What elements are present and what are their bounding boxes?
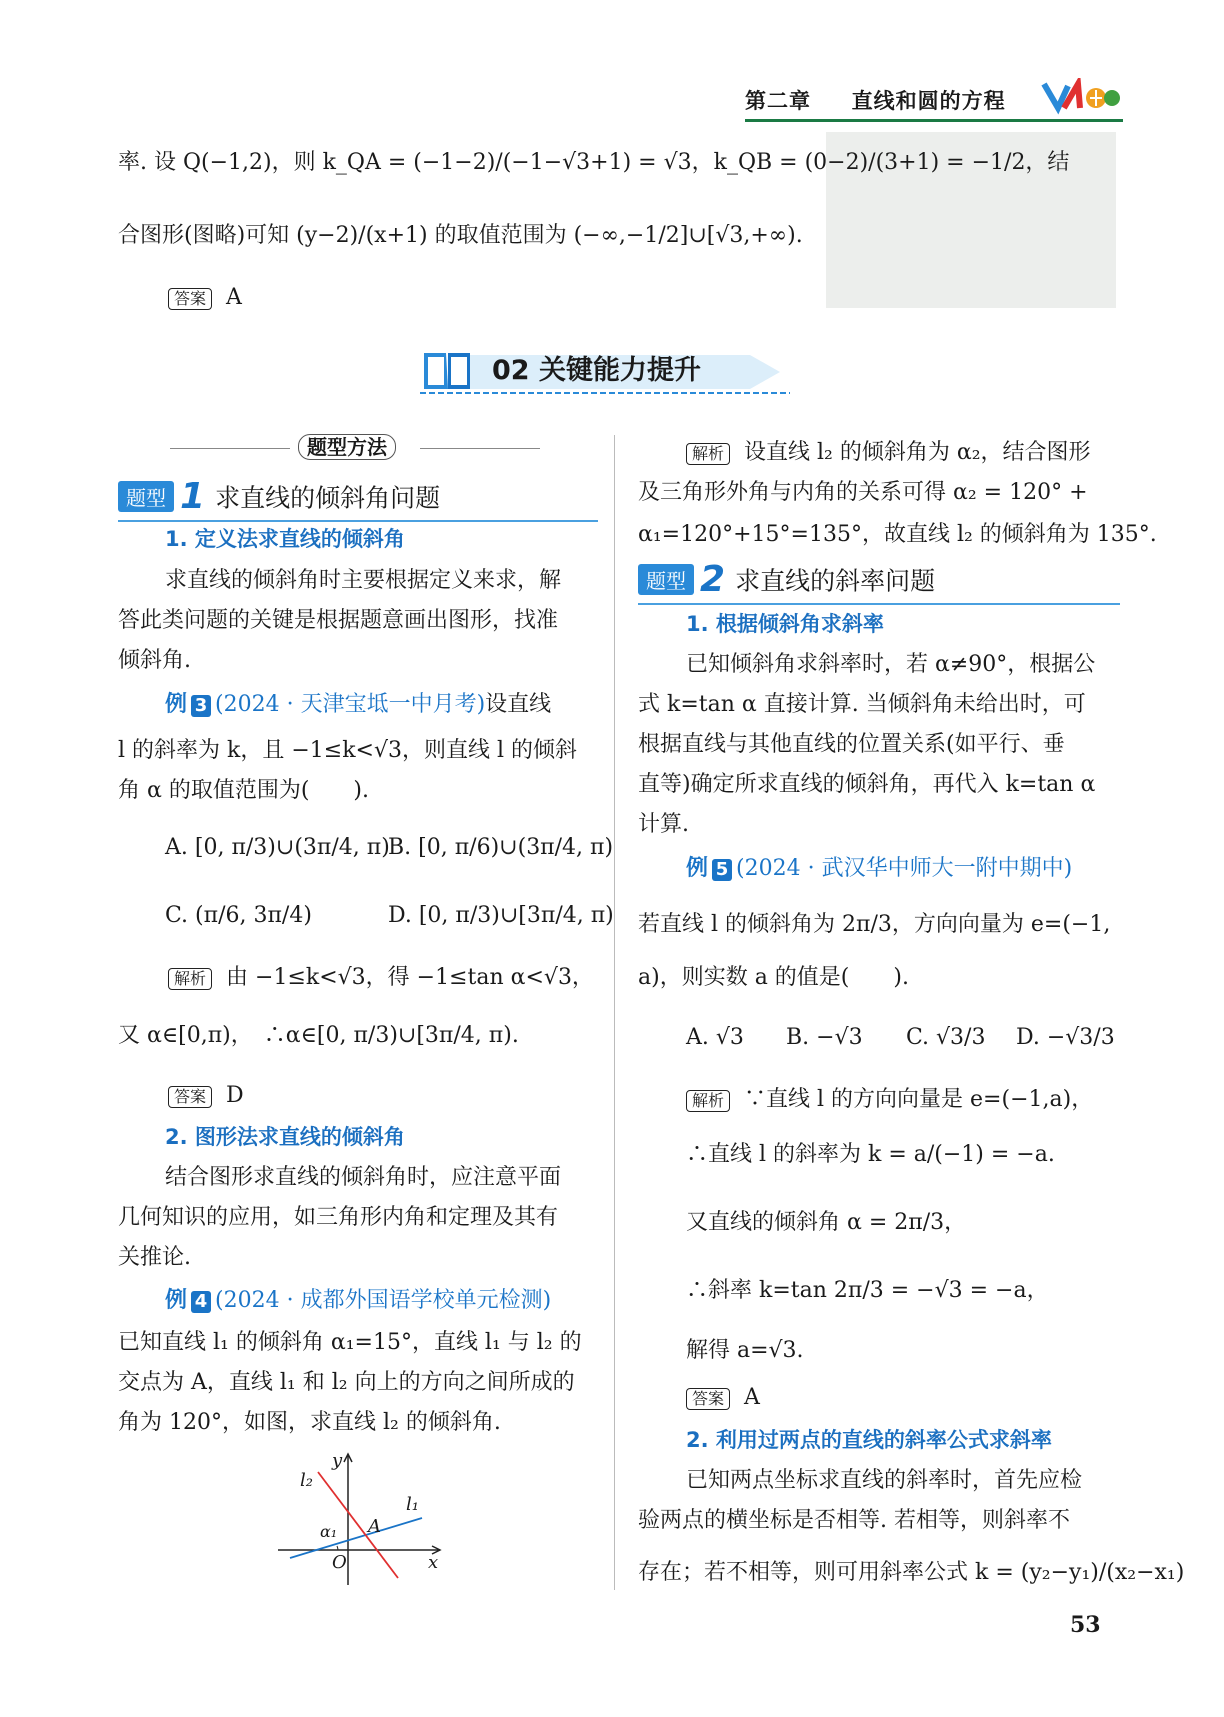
ex4-question-3: 角为 120°，如图，求直线 l₂ 的倾斜角.: [118, 1410, 501, 1435]
fig-y-label: y: [332, 1450, 343, 1471]
methods-title: 题型方法: [298, 434, 396, 460]
ex3-jx-tag: 解析: [168, 968, 212, 990]
chapter-label: 第二章: [745, 89, 811, 113]
chapter-title: 直线和圆的方程: [851, 89, 1006, 113]
type1-p2-3: 关推论.: [118, 1245, 191, 1270]
top-answer: [168, 285, 242, 311]
ex5-question-1: 若直线 l 的倾斜角为 2π/3，方向向量为 e=(−1,: [638, 912, 1111, 937]
ex4-question-2: 交点为 A，直线 l₁ 和 l₂ 向上的方向之间所成的: [118, 1370, 575, 1395]
type2-sub2: 2. 利用过两点的直线的斜率公式求斜率: [686, 1428, 1052, 1452]
ex4-solution-2: 及三角形外角与内角的关系可得 α₂ = 120° +: [638, 480, 1088, 505]
methods-heading: [170, 434, 540, 462]
type1-sub1: 1. 定义法求直线的倾斜角: [165, 527, 405, 551]
page-number: 53: [1070, 1612, 1101, 1638]
fig-l2-label: l₂: [300, 1470, 313, 1491]
ex5-option-b: B. −√3: [786, 1025, 863, 1050]
ex5-jx-tag: 解析: [686, 1090, 730, 1112]
ex4-jx1: 设直线 l₂ 的倾斜角为 α₂，结合图形: [744, 440, 1091, 465]
ex5-solution-4: ∴斜率 k=tan 2π/3 = −√3 = −a，: [686, 1278, 1049, 1303]
ex3-option-b: B. [0, π/6)∪(3π/4, π): [388, 835, 614, 860]
ex4-number: 4: [191, 1291, 211, 1313]
type2-p2-2: 验两点的横坐标是否相等. 若相等，则斜率不: [638, 1508, 1070, 1533]
type2-p1-3: 根据直线与其他直线的位置关系(如平行、垂: [638, 732, 1065, 757]
ex4-figure: [270, 1450, 450, 1590]
ex4-solution-3: α₁=120°+15°=135°，故直线 l₂ 的倾斜角为 135°.: [638, 522, 1157, 547]
type2-p1-2: 式 k=tan α 直接计算. 当倾斜角未给出时，可: [638, 692, 1086, 717]
ex3-jx1: 由 −1≤k<√3，得 −1≤tan α<√3，: [226, 965, 594, 990]
ex5-label: 例: [686, 856, 709, 881]
ex3-number: 3: [191, 695, 211, 717]
ex3-answer: [168, 1083, 244, 1109]
type2-badge: 题型: [638, 564, 694, 595]
ex5-option-c: C. √3/3: [906, 1025, 986, 1050]
top-line-1: 率. 设 Q(−1,2)，则 k_QA = (−1−2)/(−1−√3+1) = √3，k_QB = (0−2)/(3+1) = −1/2，结: [118, 150, 1070, 175]
ex3-ans-tag: 答案: [168, 1086, 212, 1108]
column-divider: [614, 435, 615, 1590]
header-rule: [745, 119, 1123, 122]
ex4-label: 例: [165, 1288, 188, 1313]
type1-badge: 题型: [118, 481, 174, 512]
ex3-solution-1: [168, 965, 594, 991]
ex5-source: (2024 · 武汉华中师大一附中期中): [736, 856, 1073, 881]
ex3-q1: 设直线: [485, 692, 552, 717]
type2-title: 求直线的斜率问题: [735, 566, 936, 596]
answer-tag: 答案: [168, 288, 212, 310]
fig-origin-label: O: [332, 1552, 347, 1573]
ex4-question-0: [165, 1288, 551, 1314]
ex3-ans: D: [226, 1083, 244, 1108]
type1-p2-1: 结合图形求直线的倾斜角时，应注意平面: [165, 1165, 562, 1190]
type2-p1-1: 已知倾斜角求斜率时，若 α≠90°，根据公: [686, 652, 1096, 677]
ex3-option-a: A. [0, π/3)∪(3π/4, π): [165, 835, 390, 860]
ex3-option-c: C. (π/6, 3π/4): [165, 903, 312, 928]
type1-p1-2: 答此类问题的关键是根据题意画出图形，找准: [118, 608, 559, 633]
top-line-2: 合图形(图略)可知 (y−2)/(x+1) 的取值范围为 (−∞,−1/2]∪[√3,+∞).: [118, 223, 803, 248]
type1-p1-3: 倾斜角.: [118, 648, 191, 673]
brand-logo-icon: [1040, 78, 1122, 116]
ex4-solution-1: [686, 440, 1091, 466]
type1-title: 求直线的倾斜角问题: [215, 483, 441, 513]
ex3-question-2: l 的斜率为 k，且 −1≤k<√3，则直线 l 的倾斜: [118, 738, 578, 763]
type2-heading: [638, 559, 1120, 605]
ex5-question-2: a)，则实数 a 的值是( ).: [638, 965, 909, 990]
type2-p1-5: 计算.: [638, 812, 689, 837]
chapter-header: [745, 85, 1006, 115]
ex3-solution-2: 又 α∈[0,π)， ∴α∈[0, π/3)∪[3π/4, π).: [118, 1023, 519, 1048]
fig-x-label: x: [428, 1552, 439, 1573]
ex5-jx1: ∵直线 l 的方向向量是 e=(−1,a)，: [744, 1087, 1094, 1112]
ex5-option-a: A. √3: [686, 1025, 744, 1050]
type2-sub1: 1. 根据倾斜角求斜率: [686, 612, 884, 636]
fig-alpha-label: α₁: [320, 1522, 338, 1541]
type2-number: 2: [700, 559, 726, 600]
type2-p2-1: 已知两点坐标求直线的斜率时，首先应检: [686, 1468, 1083, 1493]
type1-p1-1: 求直线的倾斜角时主要根据定义来求，解: [165, 568, 562, 593]
fig-l1-label: l₁: [406, 1494, 419, 1515]
ex4-source: (2024 · 成都外国语学校单元检测): [215, 1288, 552, 1313]
type1-number: 1: [180, 476, 206, 517]
ex5-solution-1: [686, 1087, 1093, 1113]
ex3-source: (2024 · 天津宝坻一中月考): [215, 692, 486, 717]
ex5-header: [686, 856, 1072, 882]
ex5-answer: [686, 1385, 760, 1411]
section-banner: [420, 345, 810, 397]
type2-p1-4: 直等)确定所求直线的倾斜角，再代入 k=tan α: [638, 772, 1096, 797]
type1-sub2: 2. 图形法求直线的倾斜角: [165, 1125, 405, 1149]
type2-p2-3: 存在；若不相等，则可用斜率公式 k = (y₂−y₁)/(x₂−x₁): [638, 1560, 1185, 1585]
ex5-solution-2: ∴直线 l 的斜率为 k = a/(−1) = −a.: [686, 1142, 1055, 1167]
ex5-option-d: D. −√3/3: [1016, 1025, 1115, 1050]
type1-p2-2: 几何知识的应用，如三角形内角和定理及其有: [118, 1205, 559, 1230]
type1-heading: [118, 476, 598, 522]
ex5-ans-tag: 答案: [686, 1388, 730, 1410]
ex5-solution-5: 解得 a=√3.: [686, 1338, 804, 1363]
ex3-option-d: D. [0, π/3)∪[3π/4, π): [388, 903, 614, 928]
ex5-ans: A: [744, 1385, 760, 1410]
ex3-question-3: 角 α 的取值范围为( ).: [118, 778, 370, 803]
answer-value: A: [226, 285, 242, 310]
ex4-jx-tag: 解析: [686, 443, 730, 465]
ex3-label: 例: [165, 692, 188, 717]
ex4-question-1: 已知直线 l₁ 的倾斜角 α₁=15°，直线 l₁ 与 l₂ 的: [118, 1330, 582, 1355]
ex3-question-1: [165, 692, 551, 718]
section-title: 02 关键能力提升: [492, 355, 701, 386]
fig-point-a-label: A: [368, 1516, 381, 1537]
ex5-number: 5: [712, 859, 732, 881]
ex5-solution-3: 又直线的倾斜角 α = 2π/3，: [686, 1210, 967, 1235]
